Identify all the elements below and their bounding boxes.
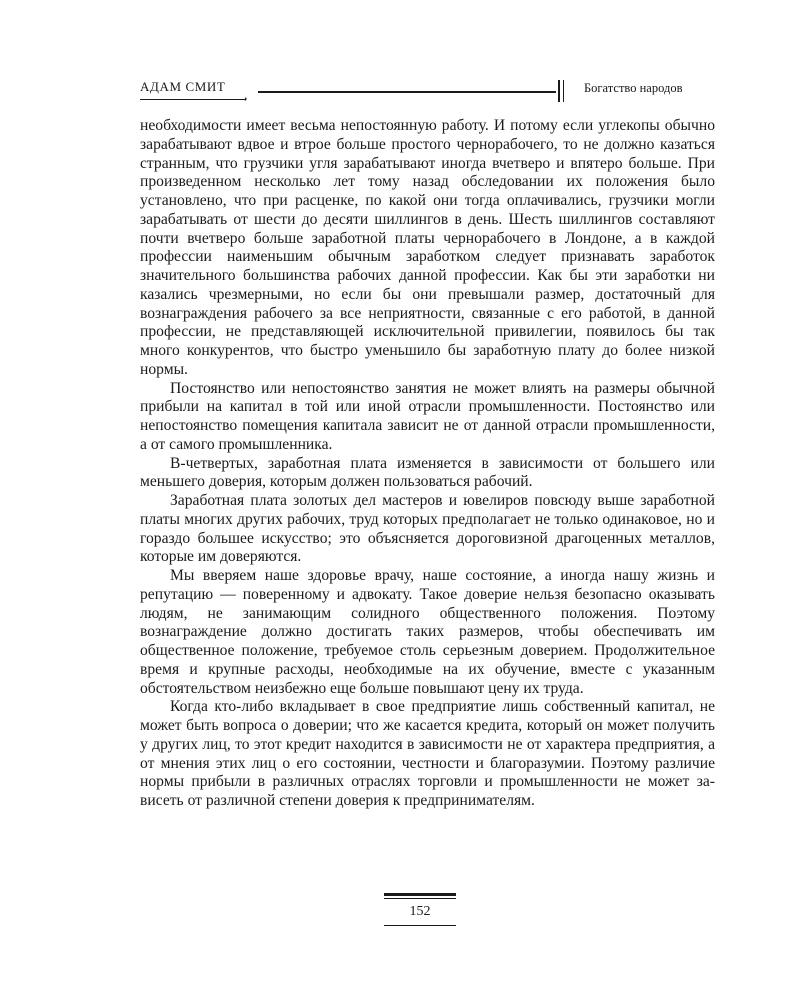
header-double-bar (558, 80, 566, 102)
header-book-title: Богатство народов (584, 81, 683, 95)
paragraph: В-четвертых, заработная плата изменяется в зависимости от большего или меньшего доверия, которым должен пользоваться рабочий. (140, 454, 715, 491)
paragraph: Постоянство или непостоянство занятия не может влиять на размеры обычной прибыли на капитал в той или иной отрасли промышленности. Постоянство или непостоянство помещения капитала зависит не от данной отрасли промышленности, а от самого промышленника. (140, 379, 715, 453)
paragraph: Заработная плата золотых дел мастеров и ювелиров повсюду выше заработной платы многих других рабочих, труд которых предполагает не только одинаковое, но и гораздо большее искусство; это объясняется дороговизной драгоценных металлов, которые им доверяются. (140, 492, 715, 566)
header-author: АДАМ СМИТ (140, 79, 226, 94)
running-header (140, 78, 720, 102)
paragraph: Когда кто-либо вкладывает в свое предприятие лишь собственный капитал, не может быть вопроса о доверии; что же касается кредита, который он может получить у других лиц, то этот кредит находится в зависимости не от характера предприятия, а от мнения этих лиц о его состоянии, честности и благоразумии. Поэтому различие нормы прибыли в различных отраслях торговли и промышленности не может зависеть от различной степени доверия к предпринимателям. (140, 698, 715, 809)
paragraph: необходимости имеет весьма непостоянную работу. И потому если углекопы обычно зарабатывают вдвое и втрое больше простого чернорабочего, то не должно казаться странным, что грузчики угля зарабатывают иногда вчетверо и впятеро больше. При произведенном несколько лет тому назад обследовании их положения было установлено, что при расценке, по какой они тогда оплачивались, грузчики могли зарабатывать от шести до десяти шиллингов в день. Шесть шиллингов составляют почти вчетверо больше заработной платы чернорабочего в Лондоне, а в каждой профессии наименьшим обычным заработком следует признавать заработок значительного большинства рабочих данной профессии. Как бы эти заработки ни казались чрезмерными, но если бы они превышали размер, достаточный для вознаграждения рабочего за все неприятности, связанные с его работой, в данной профессии, не представляющей исключительной привилегии, появилось бы так много конкурентов, что быстро уменьшило бы заработную плату до более низкой нормы. (140, 117, 715, 378)
footer-rule-thick (384, 893, 456, 896)
header-ornament-dot: , (244, 88, 248, 103)
footer-rule-bottom (384, 925, 456, 926)
header-rule-line (258, 91, 556, 93)
header-author-underline (140, 99, 246, 100)
body-text (140, 117, 715, 811)
page-number: 152 (409, 904, 431, 919)
footer-rule-thin (384, 898, 456, 899)
page-footer (384, 893, 456, 929)
paragraph: Мы вверяем наше здоровье врачу, наше состояние, а иногда нашу жизнь и репутацию — поверенному и адвокату. Такое доверие нельзя безопасно оказывать людям, не занимающим солидного общественного положения. Поэтому вознаграждение должно достигать таких размеров, чтобы обеспечивать им общественное положение, требуемое столь серьезным доверием. Продолжительное время и крупные расходы, необходимые на их обучение, вместе с указанным обстоятельством неизбежно еще больше повышают цену их труда. (140, 567, 715, 697)
